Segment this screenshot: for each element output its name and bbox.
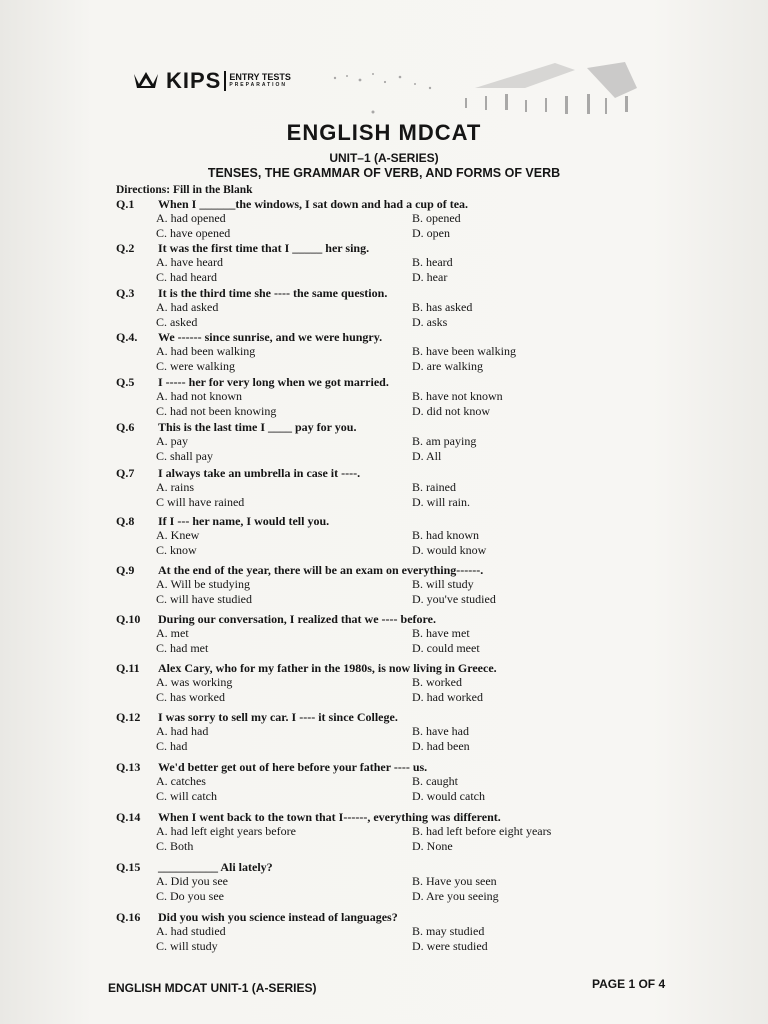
option-c: C. will study: [156, 939, 218, 953]
question-number: Q.12: [116, 710, 141, 724]
question-number: Q.3: [116, 286, 135, 300]
option-b: B. has asked: [412, 300, 473, 314]
question-number: Q.2: [116, 241, 135, 255]
option-c: C. had met: [156, 641, 209, 655]
question-text: When I went back to the town that I------, everything was different.: [158, 810, 501, 824]
question-number: Q.11: [116, 661, 140, 675]
question-text: It is the third time she ---- the same question.: [158, 286, 388, 300]
option-b: B. am paying: [412, 434, 477, 448]
option-b: B. caught: [412, 774, 458, 788]
option-b: B. Have you seen: [412, 874, 497, 888]
option-c: C. has worked: [156, 690, 225, 704]
option-c: C. asked: [156, 315, 198, 329]
option-d: D. did not know: [412, 404, 490, 418]
question-text: If I --- her name, I would tell you.: [158, 514, 330, 528]
option-c: C. had heard: [156, 270, 217, 284]
option-c: C. had: [156, 739, 188, 753]
option-b: B. have had: [412, 724, 469, 738]
question-text: Did you wish you science instead of languages?: [158, 910, 398, 924]
option-c: C. shall pay: [156, 449, 213, 463]
option-d: D. had worked: [412, 690, 483, 704]
question-text: __________ Ali lately?: [158, 860, 273, 874]
question-number: Q.13: [116, 760, 141, 774]
option-a: A. had had: [156, 724, 209, 738]
option-a: A. pay: [156, 434, 188, 448]
option-d: D. Are you seeing: [412, 889, 499, 903]
option-d: D. would know: [412, 543, 487, 557]
question-text: We ------ since sunrise, and we were hungry.: [158, 330, 383, 344]
footer-unit: ENGLISH MDCAT UNIT-1 (A-SERIES): [108, 981, 317, 995]
option-c: C. know: [156, 543, 197, 557]
option-b: B. heard: [412, 255, 453, 269]
question-text: I was sorry to sell my car. I ---- it since College.: [158, 710, 398, 724]
logo-text: KIPS: [166, 68, 222, 93]
directions: Directions: Fill in the Blank: [116, 184, 253, 196]
option-b: B. have met: [412, 626, 470, 640]
question-text: This is the last time I ____ pay for you.: [158, 420, 357, 434]
option-c: C. were walking: [156, 359, 235, 373]
question-number: Q.1: [116, 197, 135, 211]
option-a: A. had not known: [156, 389, 242, 403]
option-d: D. open: [412, 226, 450, 240]
unit-label: UNIT–1 (A-SERIES): [329, 151, 439, 165]
question-text: We'd better get out of here before your father ---- us.: [158, 760, 428, 774]
option-d: D. you've studied: [412, 592, 496, 606]
option-b: B. may studied: [412, 924, 485, 938]
option-a: A. had been walking: [156, 344, 256, 358]
option-c: C will have rained: [156, 495, 245, 509]
option-a: A. had studied: [156, 924, 226, 938]
question-text: It was the first time that I _____ her sing.: [158, 241, 370, 255]
option-c: C. Both: [156, 839, 194, 853]
question-number: Q.6: [116, 420, 135, 434]
option-a: A. rains: [156, 480, 194, 494]
kips-logo: [132, 68, 291, 94]
logo-tagline-line2: PREPARATION: [229, 82, 288, 88]
option-d: D. None: [412, 839, 453, 853]
option-a: A. had left eight years before: [156, 824, 296, 838]
option-d: D. hear: [412, 270, 448, 284]
option-a: A. catches: [156, 774, 206, 788]
option-d: D. would catch: [412, 789, 485, 803]
option-d: D. could meet: [412, 641, 480, 655]
question-number: Q.16: [116, 910, 141, 924]
question-number: Q.4.: [116, 330, 138, 344]
scan-noise-graphic: [325, 58, 645, 128]
option-d: D. will rain.: [412, 495, 470, 509]
option-c: C. have opened: [156, 226, 231, 240]
option-b: B. will study: [412, 577, 474, 591]
option-b: B. have not known: [412, 389, 503, 403]
question-number: Q.8: [116, 514, 135, 528]
question-text: During our conversation, I realized that we ---- before.: [158, 612, 436, 626]
logo-tagline: [229, 73, 291, 89]
question-text: Alex Cary, who for my father in the 1980s, is now living in Greece.: [158, 661, 497, 675]
option-a: A. had opened: [156, 211, 226, 225]
option-c: C. had not been knowing: [156, 404, 277, 418]
question-text: When I ______the windows, I sat down and had a cup of tea.: [158, 197, 469, 211]
option-c: C. will have studied: [156, 592, 252, 606]
option-a: A. met: [156, 626, 189, 640]
option-d: D. had been: [412, 739, 470, 753]
logo-tagline-line1: ENTRY TESTS: [229, 72, 291, 82]
option-d: D. All: [412, 449, 442, 463]
footer-page-number: PAGE 1 OF 4: [592, 977, 666, 991]
question-number: Q.14: [116, 810, 141, 824]
option-a: A. Knew: [156, 528, 200, 542]
option-a: A. was working: [156, 675, 233, 689]
option-b: B. rained: [412, 480, 456, 494]
option-d: D. were studied: [412, 939, 488, 953]
question-text: I ----- her for very long when we got married.: [158, 375, 389, 389]
option-b: B. had left before eight years: [412, 824, 552, 838]
question-number: Q.10: [116, 612, 141, 626]
crown-icon: [132, 70, 160, 92]
page-title: ENGLISH MDCAT: [286, 120, 482, 145]
option-d: D. are walking: [412, 359, 483, 373]
question-number: Q.5: [116, 375, 135, 389]
option-a: A. have heard: [156, 255, 223, 269]
option-b: B. have been walking: [412, 344, 516, 358]
question-number: Q.15: [116, 860, 141, 874]
option-a: A. had asked: [156, 300, 219, 314]
option-c: C. Do you see: [156, 889, 224, 903]
option-b: B. had known: [412, 528, 479, 542]
question-text: At the end of the year, there will be an exam on everything------.: [158, 563, 484, 577]
question-text: I always take an umbrella in case it ----.: [158, 466, 361, 480]
option-c: C. will catch: [156, 789, 217, 803]
option-a: A. Will be studying: [156, 577, 250, 591]
question-number: Q.7: [116, 466, 135, 480]
option-a: A. Did you see: [156, 874, 228, 888]
page-subtitle: TENSES, THE GRAMMAR OF VERB, AND FORMS OF VERB: [207, 166, 561, 180]
option-b: B. worked: [412, 675, 462, 689]
logo-separator: [224, 71, 226, 91]
option-d: D. asks: [412, 315, 448, 329]
question-number: Q.9: [116, 563, 135, 577]
option-b: B. opened: [412, 211, 461, 225]
